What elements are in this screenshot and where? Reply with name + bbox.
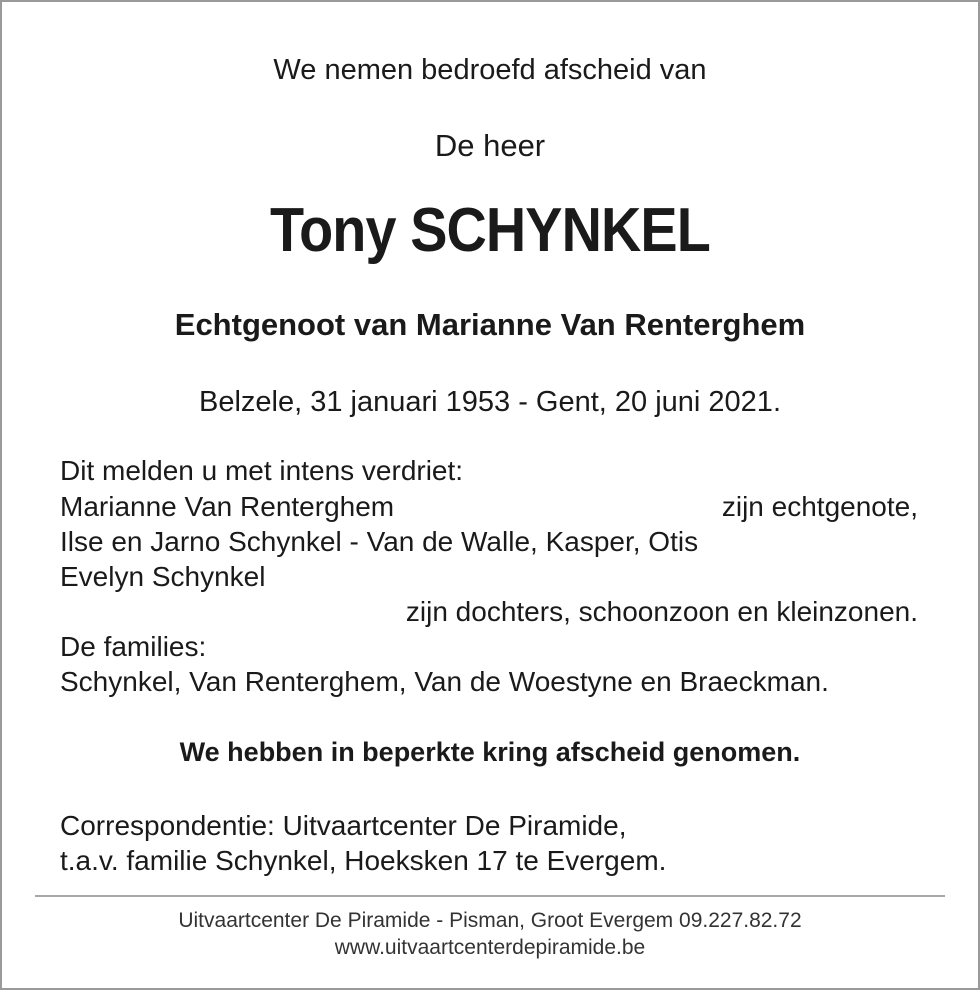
footer-divider xyxy=(35,895,945,897)
correspondence-line-2: t.a.v. familie Schynkel, Hoeksken 17 te Evergem. xyxy=(60,845,667,876)
salutation: De heer xyxy=(434,128,546,163)
life-dates: Belzele, 31 januari 1953 - Gent, 20 juni 2021. xyxy=(198,386,781,418)
intro-text: We nemen bedroefd afscheid van xyxy=(273,54,707,86)
families-heading: De families: xyxy=(60,631,207,662)
funeral-home-website[interactable]: www.uitvaartcenterdepiramide.be xyxy=(334,936,646,959)
deceased-name: Tony SCHYNKEL xyxy=(270,196,710,265)
spouse-role: zijn echtgenote, xyxy=(721,491,918,522)
correspondence-line-1: Correspondentie: Uitvaartcenter De Piramide, xyxy=(60,810,627,841)
farewell-statement: We hebben in beperkte kring afscheid genomen. xyxy=(179,737,801,767)
families-list: Schynkel, Van Renterghem, Van de Woestyne en Braeckman. xyxy=(60,666,829,697)
spouse-name: Marianne Van Renterghem xyxy=(60,491,395,522)
funeral-home-info: Uitvaartcenter De Piramide - Pisman, Groot Evergem 09.227.82.72 xyxy=(178,909,802,932)
children-role: zijn dochters, schoonzoon en kleinzonen. xyxy=(405,596,918,627)
mourners-heading: Dit melden u met intens verdriet: xyxy=(60,455,464,486)
children-line-1: Ilse en Jarno Schynkel - Van de Walle, Kasper, Otis xyxy=(60,526,699,557)
relation-line: Echtgenoot van Marianne Van Renterghem xyxy=(174,307,806,342)
children-line-2: Evelyn Schynkel xyxy=(60,561,266,592)
